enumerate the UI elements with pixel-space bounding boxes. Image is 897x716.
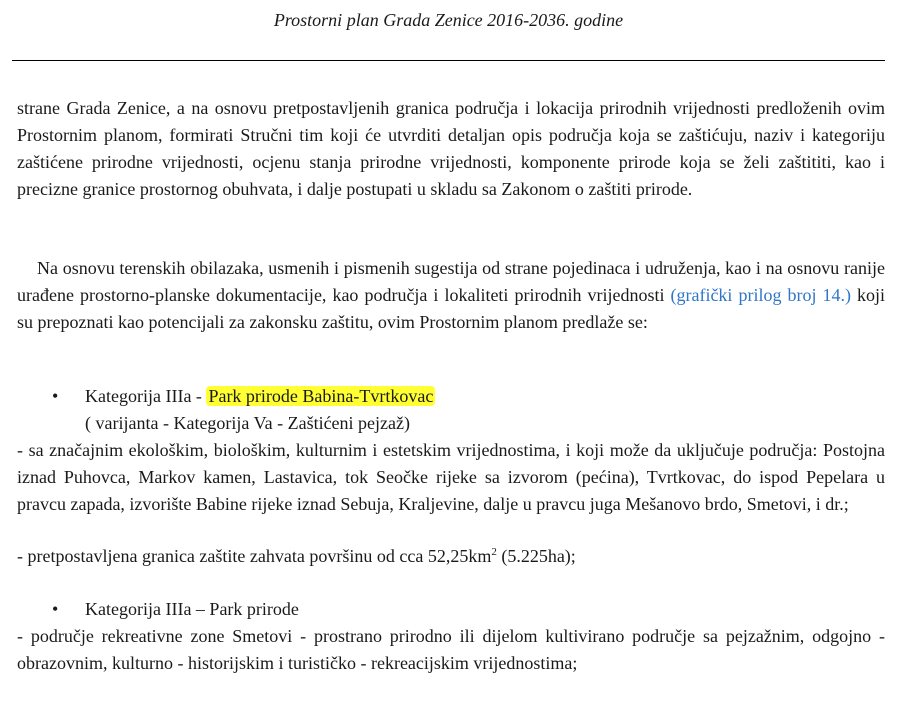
area-superscript: 2 [491,546,497,558]
paragraph-intro: strane Grada Zenice, a na osnovu pretpostavljenih granica područja i lokacija prirodnih vrijednosti predloženih ovim Prostornim planom, formirati Stručni tim koji će utvrditi detaljan opis područja koja se zaštićuju, naziv i kategoriju zaštićene prirodne vrijednosti, ocjenu stanja prirodne vrijednosti, komponente prirode koja se želi zaštititi, kao i precizne granice prostornog obuhvata, i dalje postupati u skladu sa Zakonom o zaštiti prirode. [17,98,885,199]
list-item-category-2 [52,596,299,623]
category-label: Kategorija IIIa – Park prirode [85,599,299,619]
bullet-icon: • [52,599,59,619]
paragraph-proposal-text: Na osnovu terenskih obilazaka, usmenih i pismenih sugestija od strane pojedinaca i udruženja, kao i na osnovu ranije urađene prostorno-planske dokumentacije, kao područja i lokaliteti prirodnih vrijednosti [17,258,885,305]
highlighted-park-name: Park prirode Babina-Tvrtkovac [208,386,434,406]
area-hectares: (5.225ha); [496,546,576,566]
list-item-category-1 [52,383,435,410]
paragraph-proposal-text-end: koji su prepoznati kao potencijali za zakonsku zaštitu, ovim Prostornim planom predlaže se: [17,285,885,332]
category-1-area [17,543,885,570]
area-text: - pretpostavljena granica zaštite zahvata površinu od cca 52,25km [17,546,492,566]
category-1-description: - sa značajnim ekološkim, biološkim, kulturnim i estetskim vrijednostima, i koji može da uključuje područja: Postojna iznad Puhovca, Markov kamen, Lastavica, tok Seočke rijeke sa izvorom (pećina), Tvrtkovac, do ispod Pepelara u pravcu zapada, izvorište Babine rijeke iznad Sebuja, Kraljevine, dalje u pravcu juga Mešanovo brdo, Smetovi, i dr.; [17,440,885,514]
category-label: Kategorija IIIa - [85,386,207,406]
page-header-title: Prostorni plan Grada Zenice 2016-2036. godine [273,10,624,30]
bullet-icon: • [52,386,59,406]
map-reference-link[interactable]: (grafički prilog broj 14.) [670,285,851,305]
category-variant: ( varijanta - Kategorija Va - Zaštićeni pejzaž) [85,413,411,433]
paragraph-proposal [17,255,885,336]
category-2-description: - područje rekreativne zone Smetovi - prostrano prirodno ili dijelom kultivirano područje sa pejzažnim, odgojno - obrazovnim, kulturno - historijskim i turističko - rekreacijskim vrijednostima; [17,626,885,673]
header-divider [12,60,885,61]
